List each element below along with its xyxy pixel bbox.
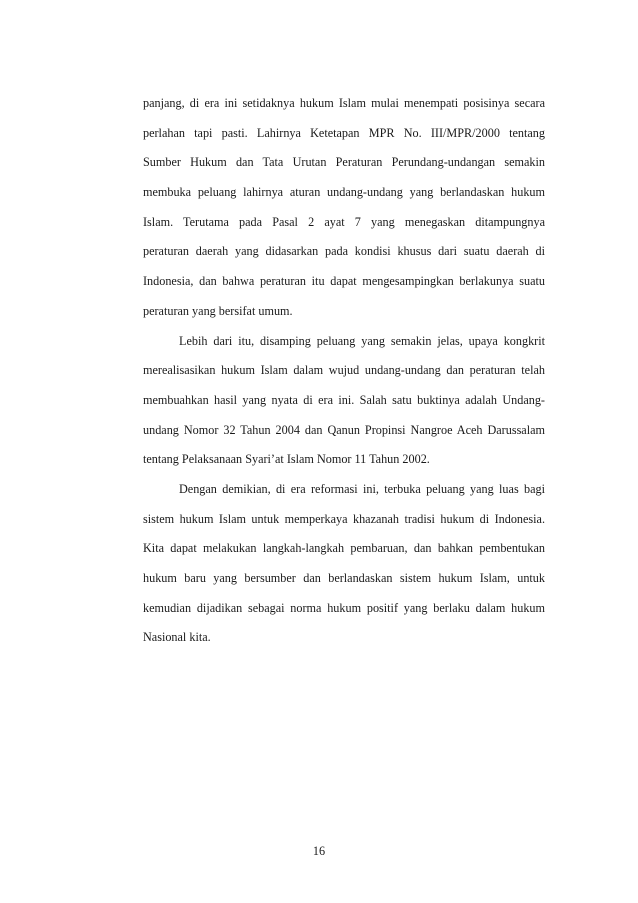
paragraph-3 [143,475,545,653]
text-line: Indonesia, dan bahwa peraturan itu dapat mengesampingkan berlakunya suatu [143,274,545,289]
text-line: undang Nomor 32 Tahun 2004 dan Qanun Propinsi Nangroe Aceh Darussalam [143,422,545,437]
text-line: Nasional kita. [143,630,211,645]
text-line: sistem hukum Islam untuk memperkaya khazanah tradisi hukum di Indonesia. [143,511,545,526]
text-line: membuahkan hasil yang nyata di era ini. Salah satu buktinya adalah Undang- [143,392,545,407]
text-line: Sumber Hukum dan Tata Urutan Peraturan Perundang-undangan semakin [143,155,545,170]
text-line: hukum baru yang bersumber dan berlandaskan sistem hukum Islam, untuk [143,571,545,585]
text-line: Lebih dari itu, disamping peluang yang semakin jelas, upaya kongkrit [179,333,545,348]
paragraph-1 [143,89,545,327]
text-line: membuka peluang lahirnya aturan undang-undang yang berlandaskan hukum [143,185,545,200]
text-line: Dengan demikian, di era reformasi ini, terbuka peluang yang luas bagi [179,481,545,496]
text-line: Islam. Terutama pada Pasal 2 ayat 7 yang menegaskan ditampungnya [143,214,545,229]
text-line: kemudian dijadikan sebagai norma hukum positif yang berlaku dalam hukum [143,600,545,615]
paragraph-2 [143,327,545,475]
text-line: peraturan daerah yang didasarkan pada kondisi khusus dari suatu daerah di [143,244,545,259]
text-line: merealisasikan hukum Islam dalam wujud undang-undang dan peraturan telah [143,363,545,378]
text-line: panjang, di era ini setidaknya hukum Islam mulai menempati posisinya secara [143,96,545,110]
text-line: Kita dapat melakukan langkah-langkah pembaruan, dan bahkan pembentukan [143,541,545,556]
text-line: tentang Pelaksanaan Syari’at Islam Nomor 11 Tahun 2002. [143,452,430,467]
body-text [143,89,545,653]
text-line: perlahan tapi pasti. Lahirnya Ketetapan MPR No. III/MPR/2000 tentang [143,125,545,140]
page-number: 16 [312,844,326,858]
text-line: peraturan yang bersifat umum. [143,303,293,318]
